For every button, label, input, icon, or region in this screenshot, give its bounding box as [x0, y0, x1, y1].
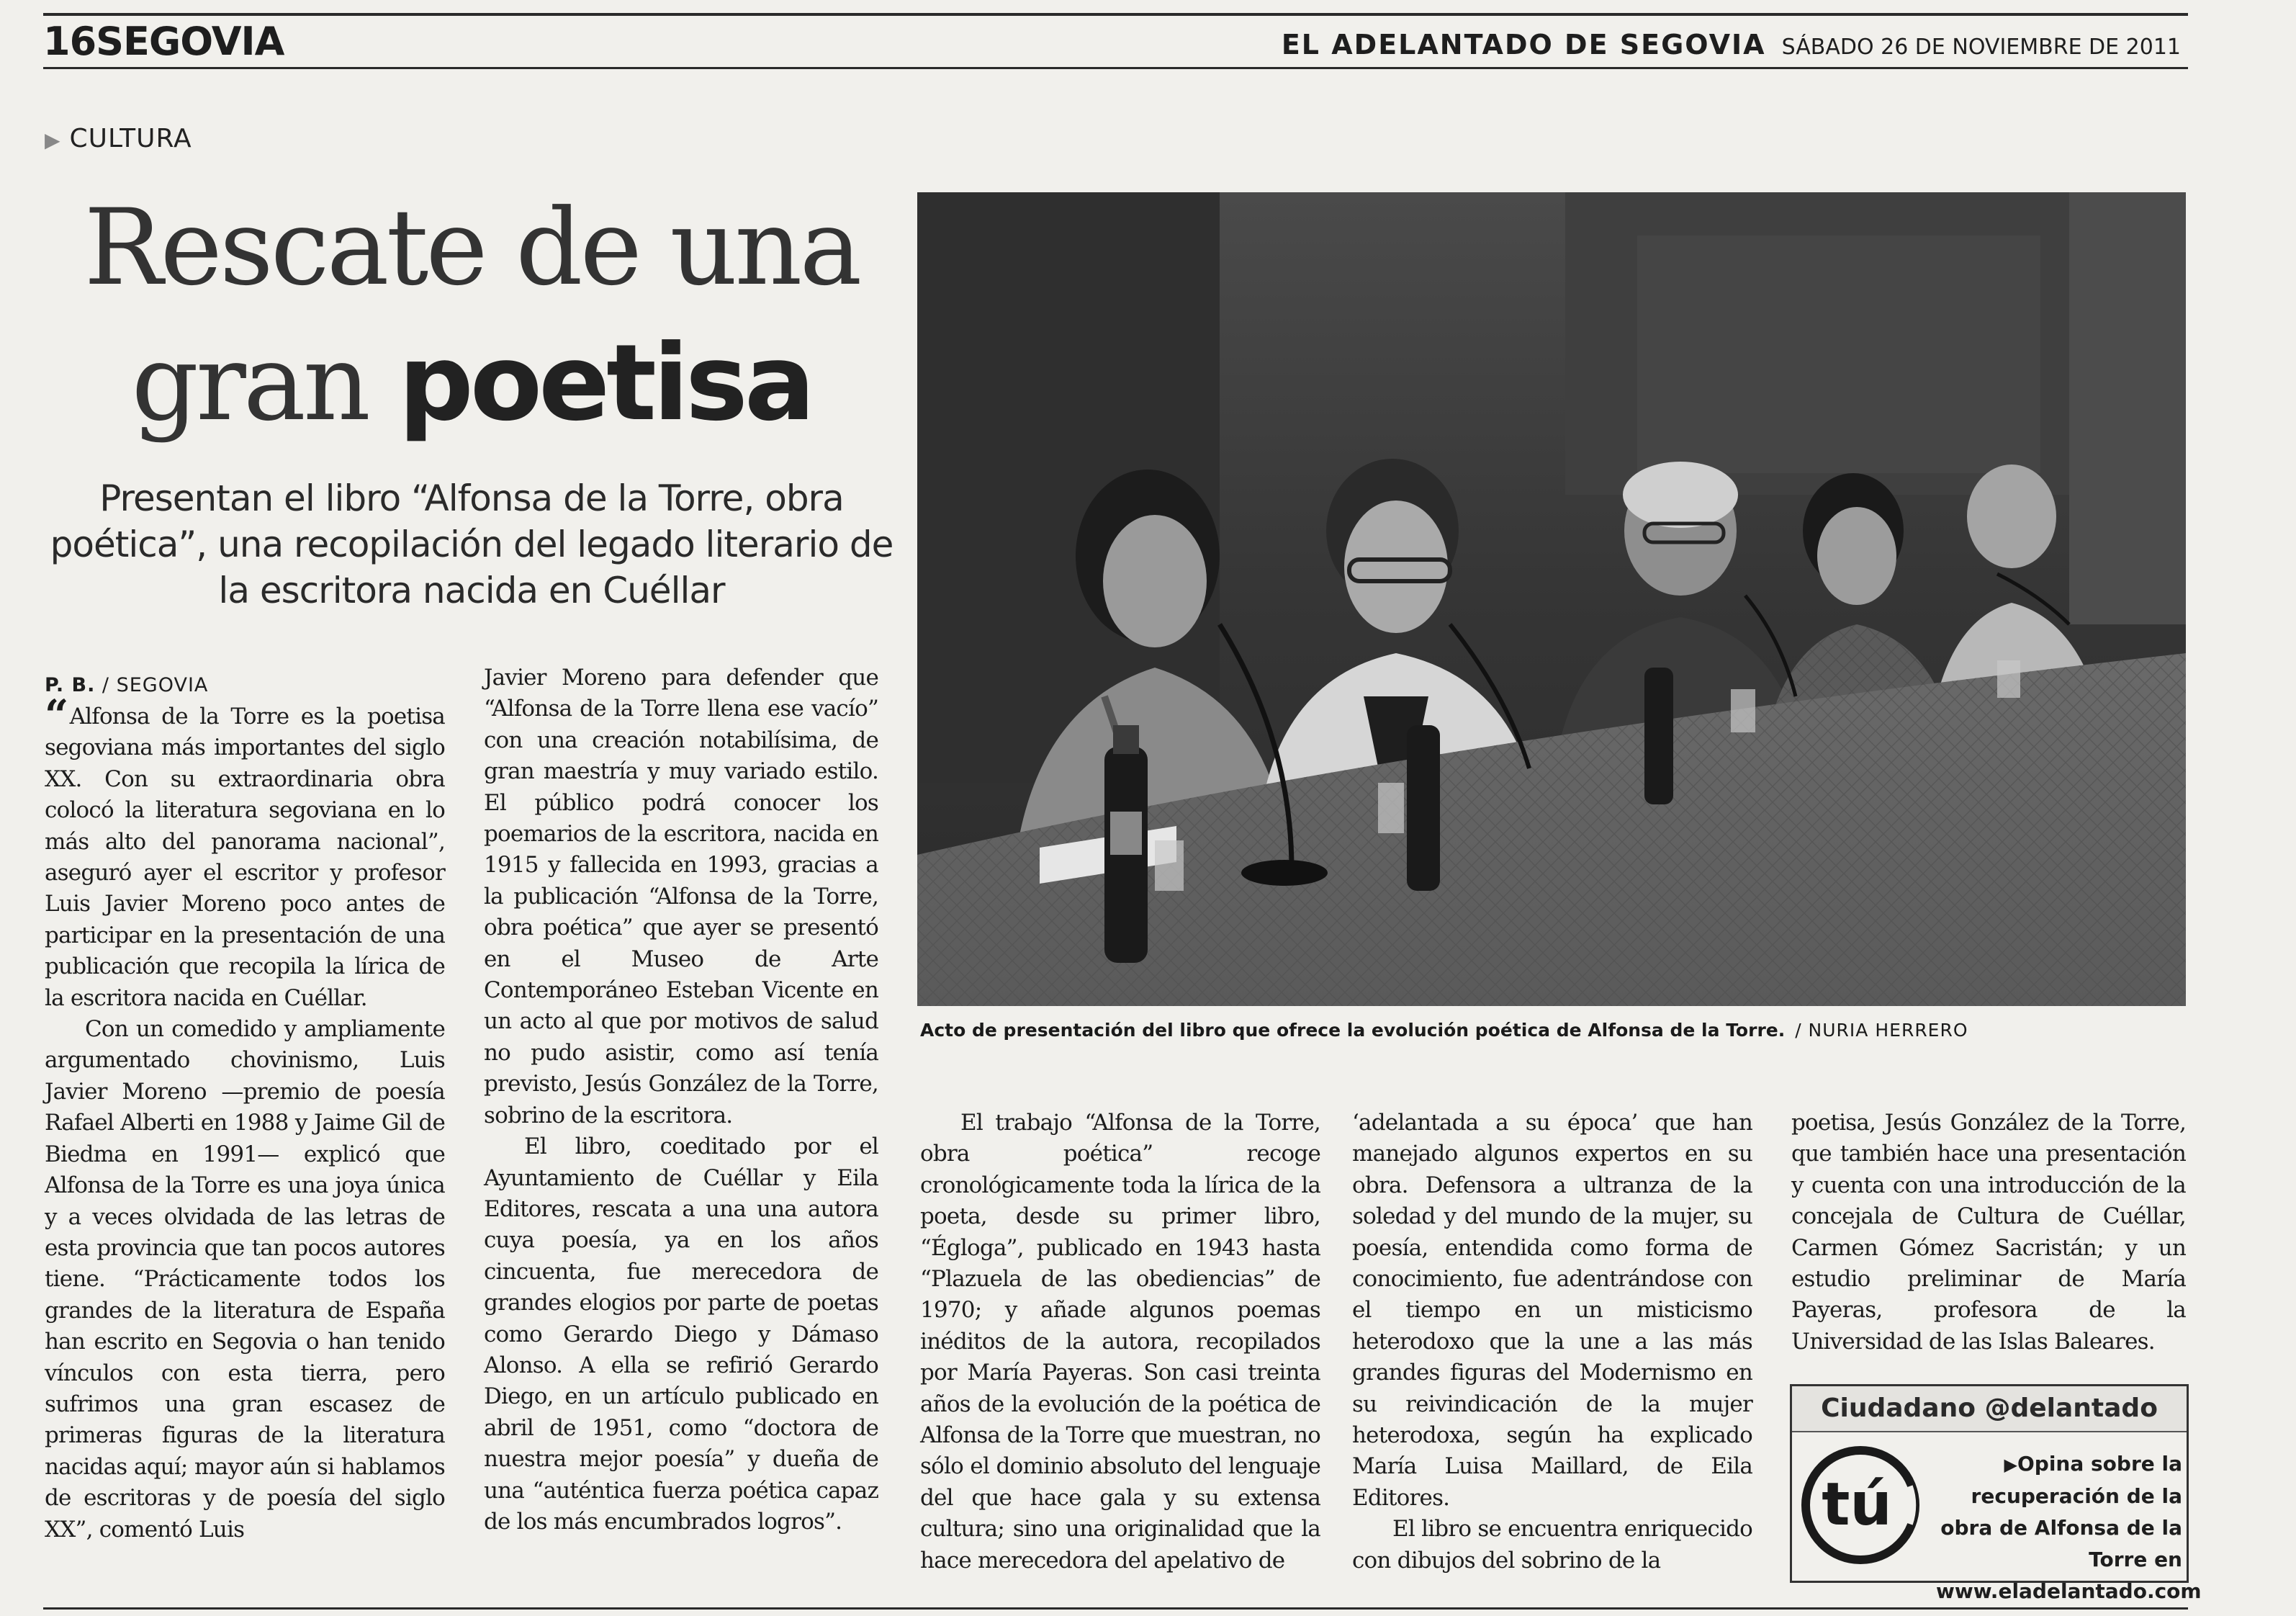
issue-date: SÁBADO 26 DE NOVIEMBRE DE 2011: [1781, 35, 2181, 60]
footer-rule: [43, 1607, 2188, 1610]
article-column-4: [1352, 1108, 1752, 1576]
photo-credit: / NURIA HERRERO: [1795, 1020, 1968, 1041]
article-column-5: [1791, 1108, 2186, 1357]
caption-text: Acto de presentación del libro que ofrece la evolución poética de Alfonsa de la Torre.: [920, 1020, 1786, 1041]
headline: [43, 180, 900, 451]
headline-bold: poetisa: [398, 322, 812, 444]
paragraph-text: Alfonsa de la Torre es la poetisa segoviana más importantes del siglo XX. Con su extraordinaria obra colocó la literatura segoviana en lo más alto del panorama nacional”, aseguró ayer el escritor y profesor Luis Javier Moreno poco antes de participar en la presentación de una publicación que recopila la lírica de la escritora nacida en Cuéllar.: [45, 704, 445, 1011]
tu-logo-text: tú: [1822, 1471, 1892, 1539]
paragraph: El libro se encuentra enriquecido con dibujos del sobrino de la: [1352, 1516, 1752, 1574]
article-photo: [917, 192, 2186, 1006]
header-top-rule: [43, 13, 2188, 16]
page-section: SEGOVIA: [96, 19, 284, 64]
paragraph: poetisa, Jesús González de la Torre, que también hace una presentación y cuenta con una introducción de la concejala de Cultura de Cuéllar, Carmen Gómez Sacristán; y un estudio preliminar de María Payeras, profesora de la Universidad de las Islas Baleares.: [1791, 1110, 2186, 1355]
page-number-value: 16: [43, 19, 96, 64]
triangle-icon: ▶: [45, 128, 61, 152]
ciudadano-title: Ciudadano @delantado: [1792, 1386, 2187, 1432]
header-bottom-rule: [43, 67, 2188, 69]
page-number: [43, 19, 284, 64]
paragraph: Javier Moreno para defender que “Alfonsa de la Torre llena ese vacío” con una creación notabilísima, de gran maestría y muy variado estilo. El público podrá conocer los poemarios de la escritora, nacida en 1915 y fallecida en 1993, gracias a la publicación “Alfonsa de la Torre, obra poética” que ayer se presentó en el Museo de Arte Contemporáneo Esteban Vicente en un acto al que por motivos de salud no pudo asistir, como así tenía previsto, Jesús González de la Torre, sobrino de la escritora.: [484, 665, 878, 1128]
byline-location: / SEGOVIA: [95, 674, 209, 696]
paragraph: El libro, coeditado por el Ayuntamiento de Cuéllar y Eila Editores, rescata a una una autora cuya poesía, ya en los años cincuenta, fue merecedora de grandes elogios por parte de poetas como Gerardo Diego y Dámaso Alonso. A ella se refirió Gerardo Diego, en un artículo publicado en abril de 1951, como “doctora de nuestra mejor poesía” y dueña de una “auténtica fuerza poética capaz de los más encumbrados logros”.: [484, 1134, 878, 1535]
photo-caption: [920, 1020, 2187, 1041]
article-column-2: [484, 663, 878, 1538]
headline-regular: gran: [131, 322, 399, 444]
subheadline: Presentan el libro “Alfonsa de la Torre, obra poética”, una recopilación del legado literario de la escritora nacida en Cuéllar: [50, 477, 893, 611]
paragraph: [45, 691, 445, 1014]
headline-line-1: Rescate de una: [84, 187, 860, 309]
byline: [45, 674, 208, 696]
opening-quote-mark: “: [45, 691, 68, 740]
ciudadano-box: [1790, 1384, 2202, 1603]
paragraph: ‘adelantada a su época’ que han manejado algunos expertos en su obra. Defensora a ultranza de la soledad y del mundo de la mujer, su poesía, entendida como forma de conocimiento, fue adentrándose con el tiempo en un misticismo heterodoxo que la une a las más grandes figuras del Modernismo en su reivindicación de la mujer heterodoxa, según ha explicado María Luisa Maillard, de Eila Editores.: [1352, 1110, 1752, 1511]
section-tag-label: CULTURA: [69, 124, 192, 153]
presentation-photo-illustration: [917, 192, 2186, 1006]
play-triangle-icon: ▶: [2004, 1455, 2017, 1475]
byline-author: P. B.: [45, 674, 96, 696]
newspaper-name: EL ADELANTADO DE SEGOVIA: [1281, 29, 1766, 60]
ciudadano-text: [1936, 1448, 2202, 1607]
paragraph: Con un comedido y ampliamente argumentado chovinismo, Luis Javier Moreno —premio de poesía Rafael Alberti en 1988 y Jaime Gil de Biedma en 1991— explicó que Alfonsa de la Torre es una joya única y a veces olvidada de las letras de esta provincia que tan pocos autores tiene. “Prácticamente todos los grandes de la literatura de España han escrito en Segovia o han tenido vínculos con esta tierra, pero sufrimos una gran escasez de primeras figuras de la literatura nacidas aquí; mayor aún si hablamos de escritoras y de poesía del siglo XX”, comentó Luis: [45, 1016, 445, 1543]
ciudadano-message: Opina sobre la recuperación de la obra de Alfonsa de la Torre en www.eladelantado.com: [1936, 1452, 2202, 1603]
masthead: [1282, 29, 2181, 60]
article-column-3: [920, 1108, 1320, 1576]
headline-line-2: [43, 315, 900, 451]
article-column-1: [45, 691, 445, 1545]
paragraph: El trabajo “Alfonsa de la Torre, obra poética” recoge cronológicamente toda la lírica de la poeta, desde su primer libro, “Égloga”, publicado en 1943 hasta “Plazuela de las obediencias” de 1970; y añade algunos poemas inéditos de la autora, recopilados por María Payeras. Son casi treinta años de la evolución de la poética de Alfonsa de la Torre que muestran, no sólo el dominio absoluto del lenguaje del que hace gala y su extensa cultura; sino una originalidad que la hace merecedora del apelativo de: [920, 1110, 1320, 1574]
tu-logo-icon: [1799, 1444, 1922, 1566]
section-tag: [45, 124, 192, 153]
